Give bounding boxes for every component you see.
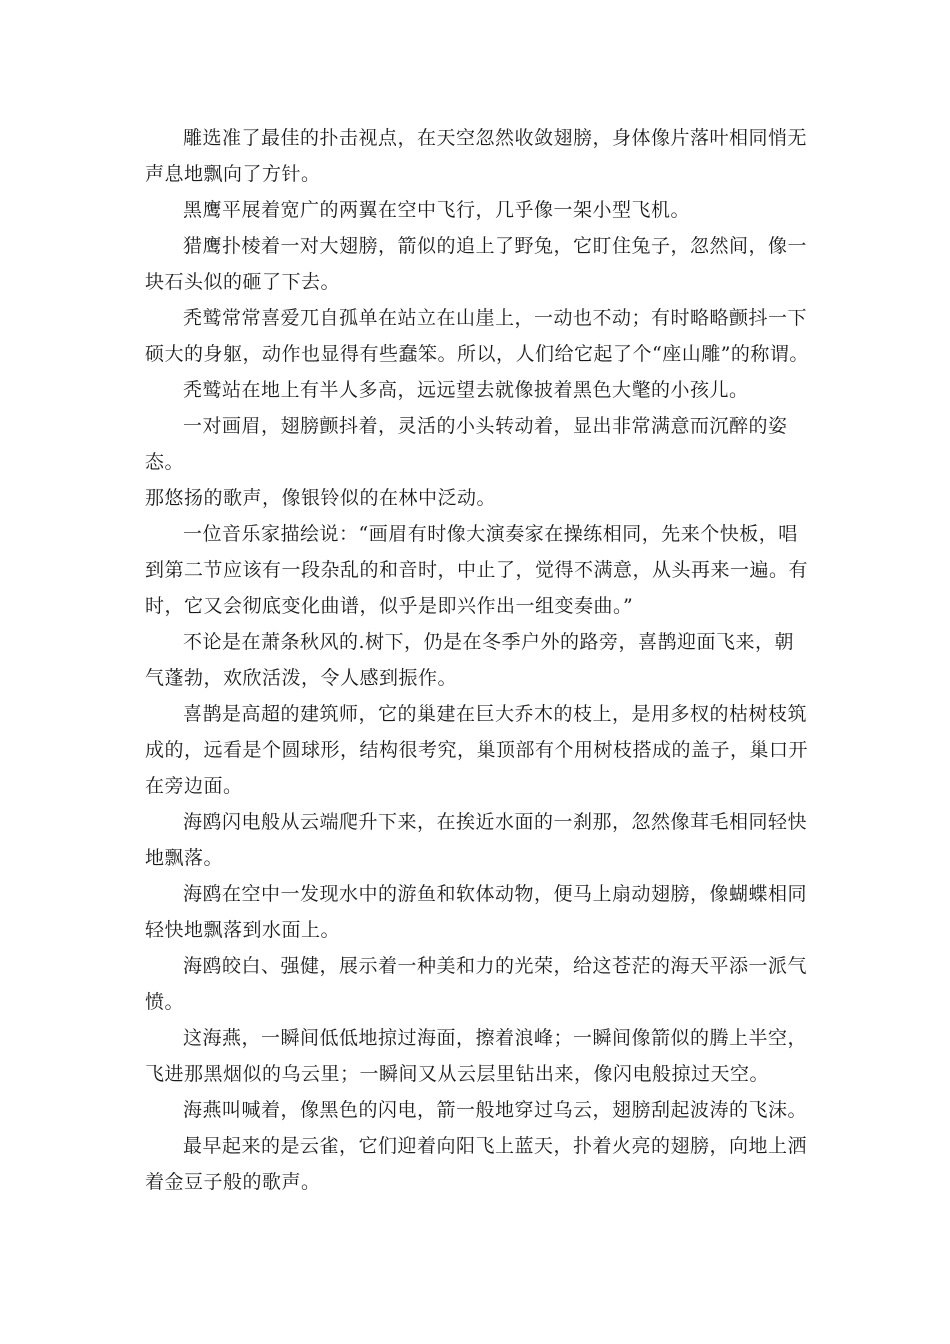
text-line: 轻快地飘落到水面上。 [145,919,341,941]
paragraph [145,876,825,948]
paragraph [145,948,825,1020]
document-body [145,120,825,1200]
text-line: 一位音乐家描绘说：“画眉有时像大演奏家在操练相同，先来个快板，唱 [183,523,798,545]
paragraph [145,624,825,696]
text-line: 在旁边面。 [145,775,243,797]
text-line: 海燕叫喊着，像黑色的闪电，箭一般地穿过乌云，翅膀刮起波涛的飞沫。 [183,1099,808,1121]
text-line: 地飘落。 [145,847,224,869]
text-line: 块石头似的砸了下去。 [145,271,341,293]
text-line: 时，它又会彻底变化曲谱，似乎是即兴作出一组变奏曲。” [145,595,634,617]
paragraph [145,120,825,192]
text-line: 喜鹊是高超的建筑师，它的巢建在巨大乔木的枝上，是用多杈的枯树枝筑 [183,703,808,725]
text-line: 飞进那黑烟似的乌云里；一瞬间又从云层里钻出来，像闪电般掠过天空。 [145,1063,770,1085]
text-line: 黑鹰平展着宽广的两翼在空中飞行，几乎像一架小型飞机。 [183,199,691,221]
text-line: 最早起来的是云雀，它们迎着向阳飞上蓝天，扑着火亮的翅膀，向地上洒 [183,1135,808,1157]
text-line: 海鸥皎白、强健，展示着一种美和力的光荣，给这苍茫的海天平添一派气 [183,955,808,977]
text-line: 这海燕，一瞬间低低地掠过海面，擦着浪峰；一瞬间像箭似的腾上半空， [183,1027,808,1049]
text-line: 海鸥在空中一发现水中的游鱼和软体动物，便马上扇动翅膀，像蝴蝶相同 [183,883,808,905]
paragraph [145,228,825,300]
text-line: 海鸥闪电般从云端爬升下来，在挨近水面的一刹那，忽然像茸毛相同轻快 [183,811,808,833]
paragraph [145,516,825,624]
paragraph [145,696,825,804]
text-line: 到第二节应该有一段杂乱的和音时，中止了，觉得不满意，从头再来一遍。有 [145,559,809,581]
paragraph [145,804,825,876]
paragraph [145,1092,825,1128]
text-line: 成的，远看是个圆球形，结构很考究，巢顶部有个用树枝搭成的盖子，巢口开 [145,739,809,761]
paragraph [145,372,825,408]
text-line: 秃鹫站在地上有半人多高，远远望去就像披着黑色大氅的小孩儿。 [183,379,749,401]
text-line: 猎鹰扑棱着一对大翅膀，箭似的追上了野兔，它盯住兔子，忽然间，像一 [183,235,808,257]
text-line: 秃鹫常常喜爱兀自孤单在站立在山崖上，一动也不动；有时略略颤抖一下 [183,307,808,329]
text-line: 气蓬勃，欢欣活泼，令人感到振作。 [145,667,458,689]
text-line: 着金豆子般的歌声。 [145,1171,321,1193]
paragraph [145,300,825,372]
text-line: 一对画眉，翅膀颤抖着，灵活的小头转动着，显出非常满意而沉醉的姿态。 [145,415,788,473]
paragraph [145,192,825,228]
text-line: 声息地飘向了方针。 [145,163,321,185]
paragraph [145,1128,825,1200]
text-line: 雕选准了最佳的扑击视点，在天空忽然收敛翅膀，身体像片落叶相同悄无 [183,127,808,149]
text-line: 愤。 [145,991,185,1013]
text-line: 硕大的身躯，动作也显得有些蠢笨。所以，人们给它起了个“座山雕”的称谓。 [145,343,809,365]
paragraph [145,408,825,516]
paragraph [145,1020,825,1092]
text-line: 不论是在萧条秋风的.树下，仍是在冬季户外的路旁，喜鹊迎面飞来，朝 [183,631,795,653]
text-line: 那悠扬的歌声，像银铃似的在林中泛动。 [145,487,497,509]
